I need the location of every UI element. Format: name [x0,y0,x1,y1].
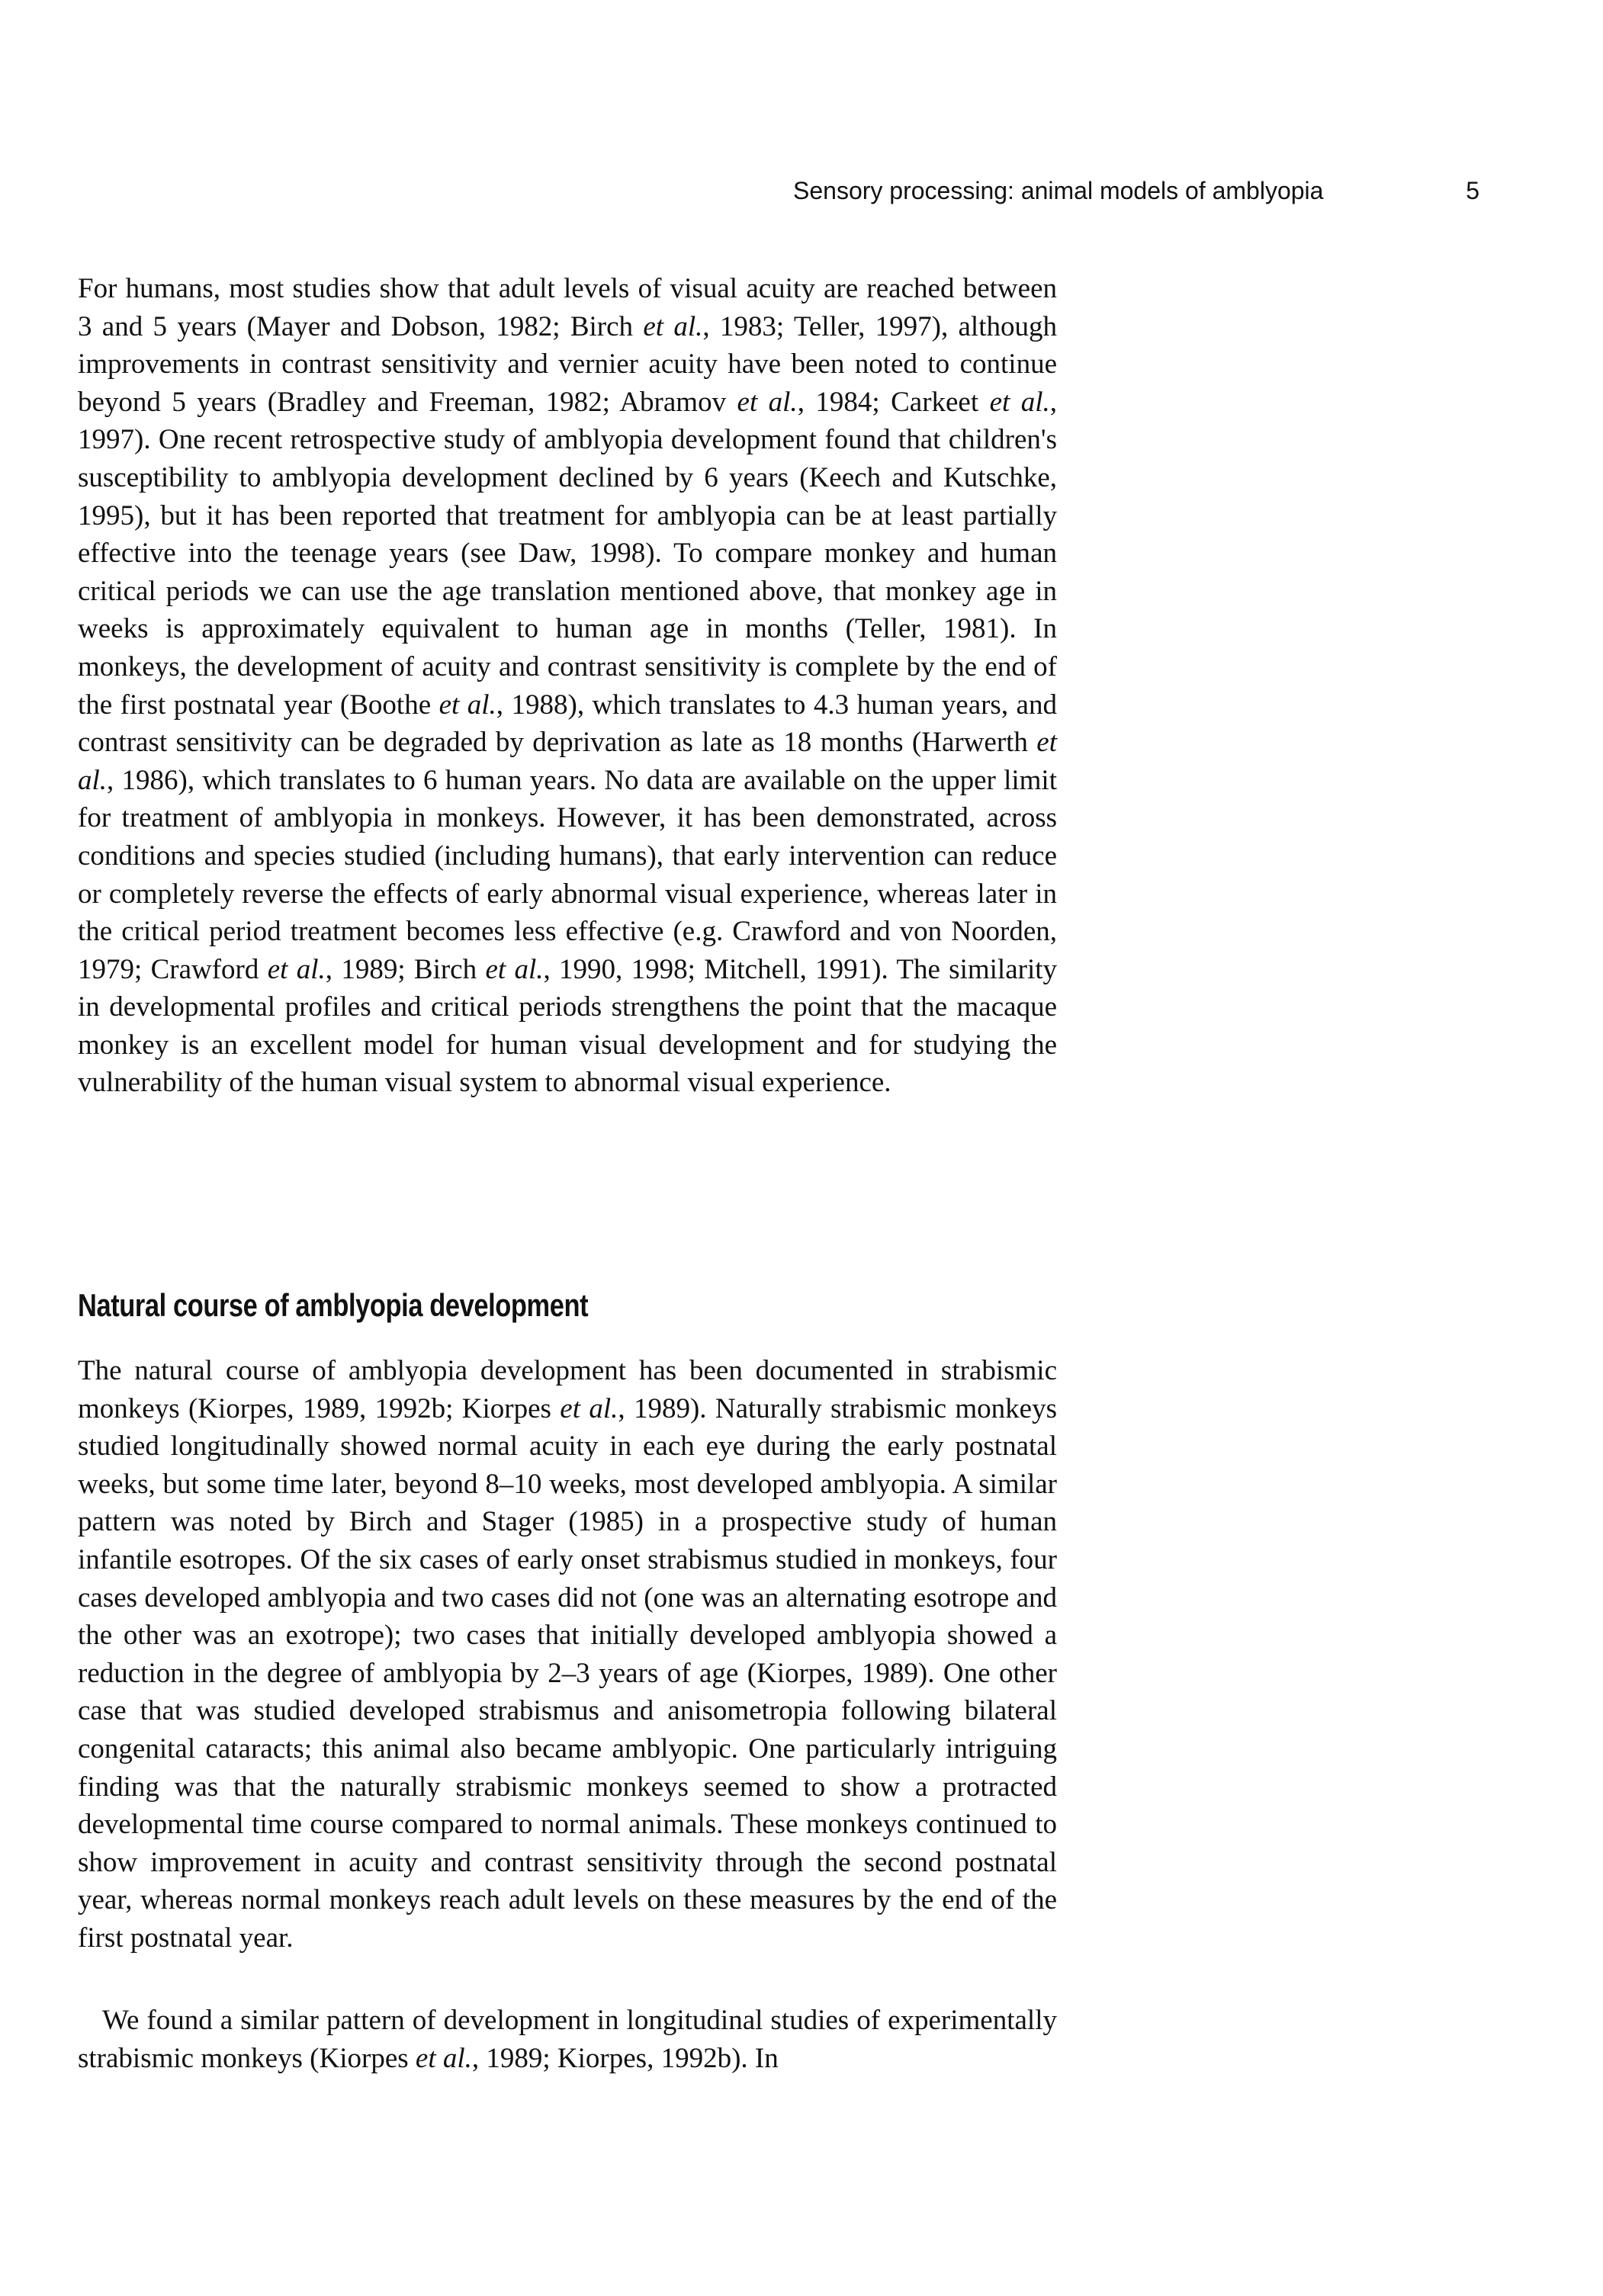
text-run-italic: et al. [267,953,326,985]
text-run: , 1990, 1998; Mitchell, 1991). The similarity in developmental profiles and critical periods strengthens the point that the macaque monkey is an excellent model for human visual development and for studying the vulnerability of the human visual system to abnormal visual experience. [78,953,1058,1099]
text-run-italic: et al. [438,689,496,721]
text-run: The natural course of amblyopia development has been documented in strabismic monkeys (Kiorpes, 1989, 1992b; Kiorpes [78,1355,1057,1424]
text-run-italic: et al. [485,953,544,985]
section-heading: Natural course of amblyopia development [78,1287,589,1323]
text-run-italic: et al. [737,386,798,418]
text-run: For humans, most studies show that adult levels of visual acuity are reached between 3 and 5 years (Mayer and Dobson, 1982; Birch [78,273,1057,342]
text-run: , 1989; Birch [325,953,486,985]
text-run: We found a similar pattern of development in longitudinal studies of experimentally strabismic monkeys (Kiorpes [78,2005,1057,2074]
text-run: , 1984; Carkeet [797,386,990,418]
text-run-italic: et al. [78,727,1057,796]
text-run-italic: et al. [415,2042,472,2074]
text-run: , 1989; Kiorpes, 1992b). In [471,2042,779,2074]
text-run: , 1997). One recent retrospective study of amblyopia development found that children's susceptibility to amblyopia development declined by 6 years (Keech and Kutschke, 1995), but it has been reported that treatment for amblyopia can be at least partially effective into the teenage years (see Daw, 1998). To compare monkey and human critical periods we can use the age translation mentioned above, that monkey age in weeks is approximately equivalent to human age in months (Teller, 1981). In monkeys, the development of acuity and contrast sensitivity is complete by the end of the first postnatal year (Boothe [78,386,1057,721]
text-run: , 1983; Teller, 1997), although improvements in contrast sensitivity and vernier acuity have been noted to continue beyond 5 years (Bradley and Freeman, 1982; Abramov [78,310,1057,418]
text-run-italic: et al. [989,386,1050,418]
text-run: , 1988), which translates to 4.3 human years, and contrast sensitivity can be degraded by deprivation as late as 18 months (Harwerth [78,689,1057,759]
paragraph-natural-course [78,1352,1057,1957]
text-run: , 1986), which translates to 6 human years. No data are available on the upper limit for treatment of amblyopia in monkeys. However, it has been demonstrated, across conditions and species studied (including humans), that early intervention can reduce or completely reverse the effects of early abnormal visual experience, whereas later in the critical period treatment becomes less effective (e.g. Crawford and von Noorden, 1979; Crawford [78,764,1057,985]
paragraph-critical-periods [78,270,1057,1102]
text-run-italic: et al. [643,310,703,342]
text-run: , 1989). Naturally strabismic monkeys studied longitudinally showed normal acuity in each eye during the early postnatal weeks, but some time later, beyond 8–10 weeks, most developed amblyopia. A similar pattern was noted by Birch and Stager (1985) in a prospective study of human infantile esotropes. Of the six cases of early onset strabismus studied in monkeys, four cases developed amblyopia and two cases did not (one was an alternating esotrope and the other was an exotrope); two cases that initially developed amblyopia showed a reduction in the degree of amblyopia by 2–3 years of age (Kiorpes, 1989). One other case that was studied developed strabismus and anisometropia following bilateral congenital cataracts; this animal also became amblyopic. One particularly intriguing finding was that the naturally strabismic monkeys seemed to show a protracted developmental time course compared to normal animals. These monkeys continued to show improvement in acuity and contrast sensitivity through the second postnatal year, whereas normal monkeys reach adult levels on these measures by the end of the first postnatal year. [78,1392,1058,1954]
running-title: Sensory processing: animal models of amblyopia [793,177,1324,204]
paragraph-experimental-strabismus [78,2002,1057,2077]
text-run-italic: et al. [560,1392,618,1424]
page-number: 5 [1466,177,1479,204]
